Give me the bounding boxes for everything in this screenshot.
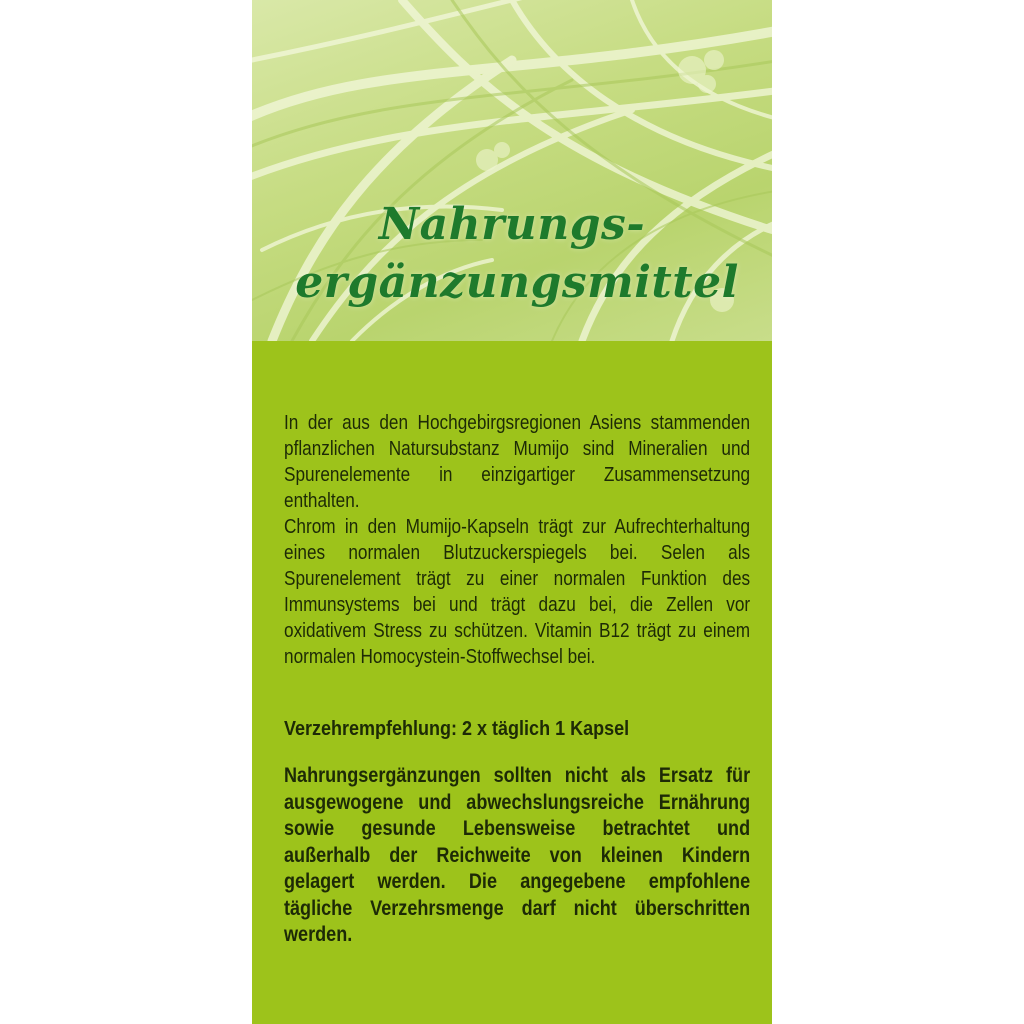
title-line-2: ergänzungsmittel bbox=[295, 257, 739, 308]
product-label bbox=[252, 0, 772, 1024]
dosage-recommendation: Verzehrempfehlung: 2 x täglich 1 Kapsel bbox=[284, 718, 630, 740]
product-title bbox=[252, 196, 772, 312]
header-plant-photo bbox=[252, 0, 772, 341]
description-paragraph: In der aus den Hochgebirgsregionen Asiens stammenden pflanzlichen Natursubstanz Mumijo sind Mineralien und Spurenelemente in einzigartiger Zusammensetzung enthalten. Chrom in den Mumijo-Kapseln trägt zur Aufrechterhaltung eines normalen Blutzuckerspiegels bei. Selen als Spurenelement trägt zu einer normalen Funktion des Immunsystems bei und trägt dazu bei, die Zellen vor oxidativem Stress zu schützen. Vitamin B12 trägt zu einem normalen Homocystein-Stoffwechsel bei. bbox=[284, 412, 751, 668]
title-line-1: Nahrungs- bbox=[378, 199, 646, 250]
warning-notice: Nahrungsergänzungen sollten nicht als Ersatz für ausgewogene und abwechslungsreiche Ernährung sowie gesunde Lebensweise betrachtet und außerhalb der Reichweite von kleinen Kindern gelagert werden. Die angegebene empfohlene tägliche Verzehrsmenge darf nicht überschritten werden. bbox=[284, 764, 751, 946]
description-block bbox=[284, 410, 750, 670]
